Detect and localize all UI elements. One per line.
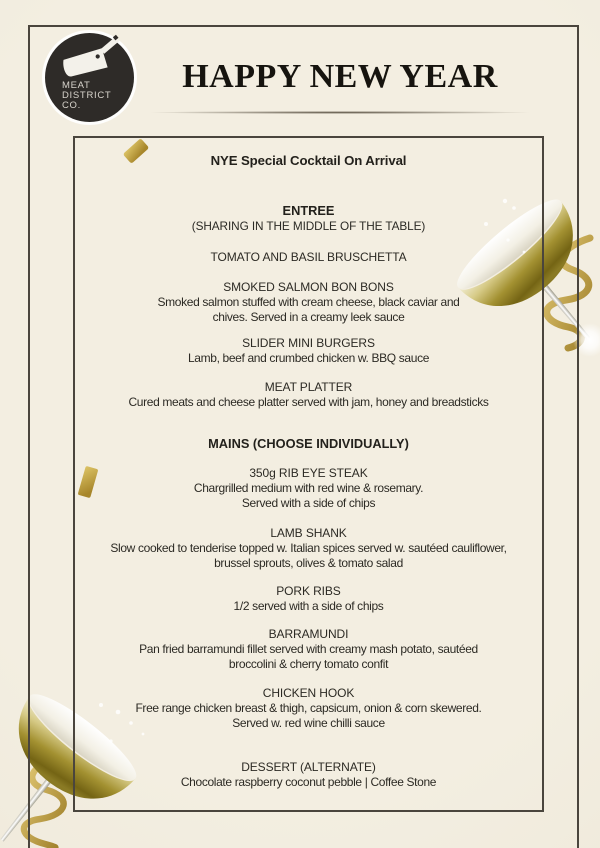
item-desc: Smoked salmon stuffed with cream cheese, black caviar and xyxy=(157,295,460,309)
title-divider xyxy=(148,111,532,114)
item-name: TOMATO AND BASIL BRUSCHETTA xyxy=(210,250,407,264)
section-header-mains xyxy=(73,436,544,452)
item-name: 350g RIB EYE STEAK xyxy=(249,466,368,480)
section-dessert xyxy=(73,760,544,790)
page-title: HAPPY NEW YEAR xyxy=(182,58,498,95)
cocktail-note: NYE Special Cocktail On Arrival xyxy=(210,153,407,168)
item-name: CHICKEN HOOK xyxy=(262,686,355,700)
section-header-entree xyxy=(73,203,544,233)
item-name: MEAT PLATTER xyxy=(264,380,353,394)
item-desc: Lamb, beef and crumbed chicken w. BBQ sauce xyxy=(187,351,430,365)
item-name: SLIDER MINI BURGERS xyxy=(242,336,375,350)
item-desc: Cured meats and cheese platter served with jam, honey and breadsticks xyxy=(128,395,489,409)
brand-logo xyxy=(45,33,134,122)
item-name: PORK RIBS xyxy=(276,584,341,598)
menu-item-bruschetta xyxy=(73,250,544,265)
section-heading: ENTREE xyxy=(282,203,335,218)
item-name: LAMB SHANK xyxy=(270,526,347,540)
item-desc: chives. Served in a creamy leek sauce xyxy=(212,309,405,324)
item-desc: Pan fried barramundi fillet served with creamy mash potato, sautéed xyxy=(139,642,478,656)
brand-line: CO. xyxy=(62,99,81,111)
brand-line: DISTRICT xyxy=(62,89,112,101)
item-desc: Served with a side of chips xyxy=(241,495,376,510)
item-desc: Free range chicken breast & thigh, capsicum, onion & corn skewered. xyxy=(135,701,482,715)
item-desc: Chargrilled medium with red wine & rosemary. xyxy=(193,481,424,495)
item-desc: broccolini & cherry tomato confit xyxy=(228,656,389,671)
item-name: SMOKED SALMON BON BONS xyxy=(223,280,394,294)
menu-item-platter xyxy=(73,380,544,410)
item-desc: 1/2 served with a side of chips xyxy=(233,599,384,613)
menu-item-sliders xyxy=(73,336,544,366)
item-name: BARRAMUNDI xyxy=(268,627,349,641)
item-desc: brussel sprouts, olives & tomato salad xyxy=(214,555,403,570)
item-desc: Served w. red wine chilli sauce xyxy=(232,715,385,730)
section-subheading: (SHARING IN THE MIDDLE OF THE TABLE) xyxy=(191,218,426,233)
menu-item-barramundi xyxy=(73,627,544,671)
brand-line: MEAT xyxy=(62,80,91,91)
section-heading: DESSERT (ALTERNATE) xyxy=(241,760,376,774)
brand-name xyxy=(62,81,111,110)
item-desc: Slow cooked to tenderise topped w. Italian spices served w. sautéed cauliflower, xyxy=(110,541,507,555)
menu-item-lamb-shank xyxy=(73,526,544,570)
menu-item-chicken-hook xyxy=(73,686,544,730)
menu-item-salmon xyxy=(73,280,544,324)
item-desc: Chocolate raspberry coconut pebble | Coffee Stone xyxy=(180,775,437,789)
section-heading: MAINS (CHOOSE INDIVIDUALLY) xyxy=(208,436,409,451)
menu-item-ribeye xyxy=(73,466,544,510)
menu-item-pork-ribs xyxy=(73,584,544,614)
menu-content xyxy=(73,137,544,812)
